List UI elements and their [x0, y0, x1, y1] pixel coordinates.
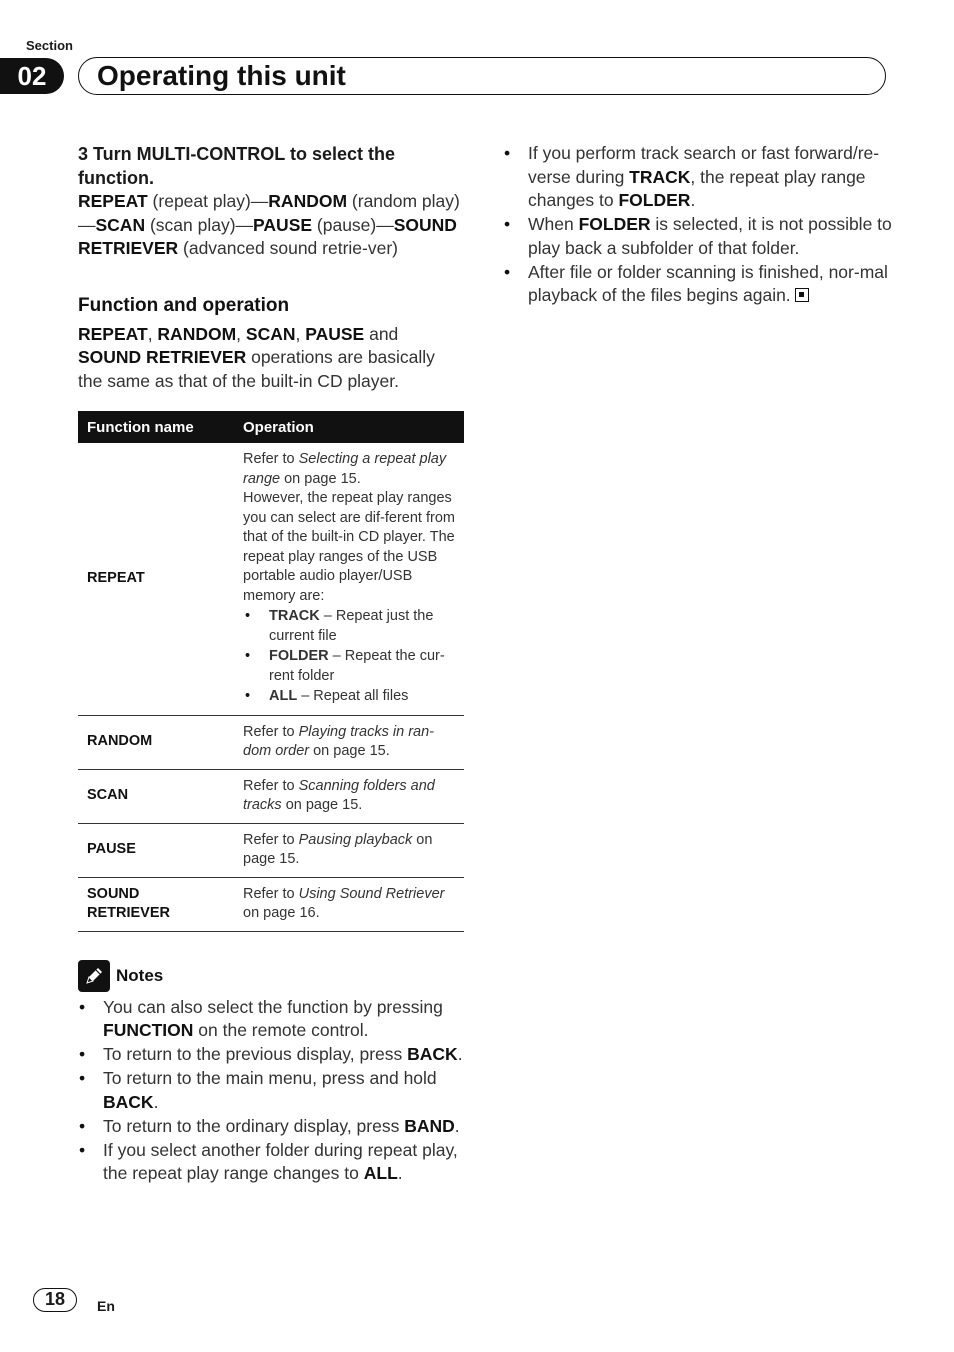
table-row — [78, 769, 464, 823]
list-item — [269, 607, 455, 646]
intro-scan: SCAN — [245, 323, 296, 344]
note-key: FUNCTION — [103, 1020, 194, 1040]
note-text: To return to the main menu, press and hold — [103, 1068, 437, 1088]
note-key: FOLDER — [578, 214, 651, 234]
fn-sound-desc: (advanced sound retrie-ver) — [178, 238, 398, 258]
option-desc: – Repeat just the current file — [269, 608, 434, 644]
note-text: When — [528, 214, 579, 234]
note-text: is selected, it is not possible to play back a subfolder of that folder. — [528, 214, 892, 258]
fn-repeat: REPEAT — [78, 191, 148, 211]
step-heading: 3 Turn MULTI-CONTROL to select the function. — [78, 144, 396, 188]
note-text: After file or folder scanning is finished, nor-mal playback of the files begins again. — [528, 261, 888, 305]
note-text: You can also select the function by pressing — [103, 996, 443, 1017]
page-reference: Using Sound Retriever — [298, 885, 445, 902]
page-reference: Selecting a repeat play range — [243, 451, 447, 487]
note-key: TRACK — [629, 166, 691, 187]
repeat-options — [243, 607, 455, 707]
table-row — [78, 877, 464, 931]
note-text: . — [397, 1163, 403, 1183]
notes-header — [78, 960, 464, 992]
option-name: ALL — [269, 688, 298, 704]
page-reference: Pausing playback — [298, 831, 413, 848]
note-key: BACK — [407, 1044, 458, 1064]
note-key: ALL — [363, 1163, 398, 1183]
option-desc: – Repeat all files — [297, 688, 409, 704]
intro-pause: PAUSE — [305, 323, 365, 344]
intro-sep: , — [147, 323, 158, 344]
option-desc: – Repeat the cur-rent folder — [269, 648, 445, 684]
fn-repeat-desc: (repeat play)— — [147, 191, 269, 211]
right-notes-list — [503, 142, 893, 308]
table-header-row — [78, 411, 464, 443]
refer-text: Refer to — [243, 885, 299, 902]
notes-pencil-icon — [78, 960, 110, 992]
header-function-name: Function name — [78, 411, 234, 443]
end-mark-icon — [795, 288, 809, 302]
fn-pause-desc: (pause)— — [312, 214, 394, 235]
page-language: En — [97, 1298, 115, 1314]
page-text: on page 15. — [281, 797, 363, 813]
row-name: SOUND RETRIEVER — [78, 877, 234, 931]
row-operation — [234, 443, 464, 715]
row-operation — [234, 877, 464, 931]
refer-text: Refer to — [243, 451, 299, 467]
header-operation: Operation — [234, 411, 464, 443]
fn-random: RANDOM — [268, 191, 348, 211]
list-item — [103, 1043, 464, 1067]
right-column — [503, 142, 893, 308]
option-name: FOLDER — [269, 648, 329, 664]
table-row — [78, 715, 464, 769]
list-item — [269, 687, 455, 707]
function-table — [78, 411, 464, 932]
fn-scan: SCAN — [95, 214, 146, 235]
section-label: Section — [26, 38, 73, 53]
intro-rest: operations are basically the same as that of the built-in CD player. — [78, 347, 435, 391]
section-number: 02 — [0, 58, 64, 94]
intro-sep: , — [236, 323, 246, 344]
fn-pause: PAUSE — [253, 214, 313, 235]
note-key: BAND — [404, 1115, 455, 1136]
intro-sep: and — [364, 323, 399, 344]
table-row — [78, 443, 464, 715]
intro-repeat: REPEAT — [78, 323, 148, 344]
function-heading: Function and operation — [78, 294, 290, 316]
fn-scan-desc: (scan play)— — [145, 214, 254, 235]
function-intro — [78, 323, 464, 394]
step-body — [78, 190, 464, 261]
title-bar — [78, 57, 886, 95]
note-key: BACK — [103, 1091, 154, 1112]
list-item — [103, 1067, 464, 1114]
row-name: REPEAT — [78, 443, 234, 715]
intro-sound: SOUND RETRIEVER — [78, 347, 247, 367]
note-text: on the remote control. — [193, 1020, 369, 1040]
page-reference: Scanning folders and tracks — [243, 777, 435, 813]
list-item — [528, 213, 893, 260]
page-text: on page 16. — [243, 905, 320, 921]
list-item — [103, 1115, 464, 1139]
list-item — [269, 647, 455, 686]
note-text: If you perform track search or fast forward/re-verse during — [528, 143, 880, 187]
note-text: To return to the ordinary display, press — [103, 1115, 405, 1136]
list-item — [528, 142, 893, 213]
note-text: . — [690, 190, 696, 210]
note-text: . — [454, 1115, 460, 1136]
page-text: on page 15. — [243, 831, 433, 867]
page-reference: Playing tracks in ran-dom order — [243, 723, 434, 759]
note-text: , the repeat play range changes to — [528, 166, 866, 210]
row-operation — [234, 769, 464, 823]
page-text: on page 15. — [309, 743, 390, 759]
note-text: . — [457, 1044, 463, 1064]
page-number: 18 — [33, 1288, 77, 1312]
fn-random-desc: (random play)— — [78, 191, 460, 235]
row-name: SCAN — [78, 769, 234, 823]
left-column — [78, 142, 464, 1186]
note-key: FOLDER — [618, 190, 691, 210]
row-operation — [234, 715, 464, 769]
option-name: TRACK — [269, 608, 320, 624]
row-name: RANDOM — [78, 715, 234, 769]
list-item — [103, 1139, 464, 1186]
row-name: PAUSE — [78, 823, 234, 877]
repeat-extra: However, the repeat play ranges you can select are dif-ferent from that of the built-in CD player. The repeat play ranges of the USB portable audio player/USB memory are: — [243, 490, 455, 604]
fn-sound: SOUND RETRIEVER — [78, 214, 457, 258]
refer-text: Refer to — [243, 831, 299, 848]
list-item — [528, 261, 893, 308]
refer-text: Refer to — [243, 777, 299, 794]
table-row — [78, 823, 464, 877]
note-text: If you select another folder during repeat play, the repeat play range changes to — [103, 1139, 458, 1183]
page-text: on page 15. — [280, 470, 361, 487]
row-operation — [234, 823, 464, 877]
note-text: . — [153, 1091, 159, 1112]
notes-list — [78, 996, 464, 1186]
intro-sep: , — [295, 323, 306, 344]
list-item — [103, 996, 464, 1043]
page-title: Operating this unit — [97, 60, 346, 91]
refer-text: Refer to — [243, 723, 299, 740]
intro-random: RANDOM — [157, 323, 237, 344]
notes-title: Notes — [116, 965, 164, 985]
note-text: To return to the previous display, press — [103, 1044, 408, 1064]
